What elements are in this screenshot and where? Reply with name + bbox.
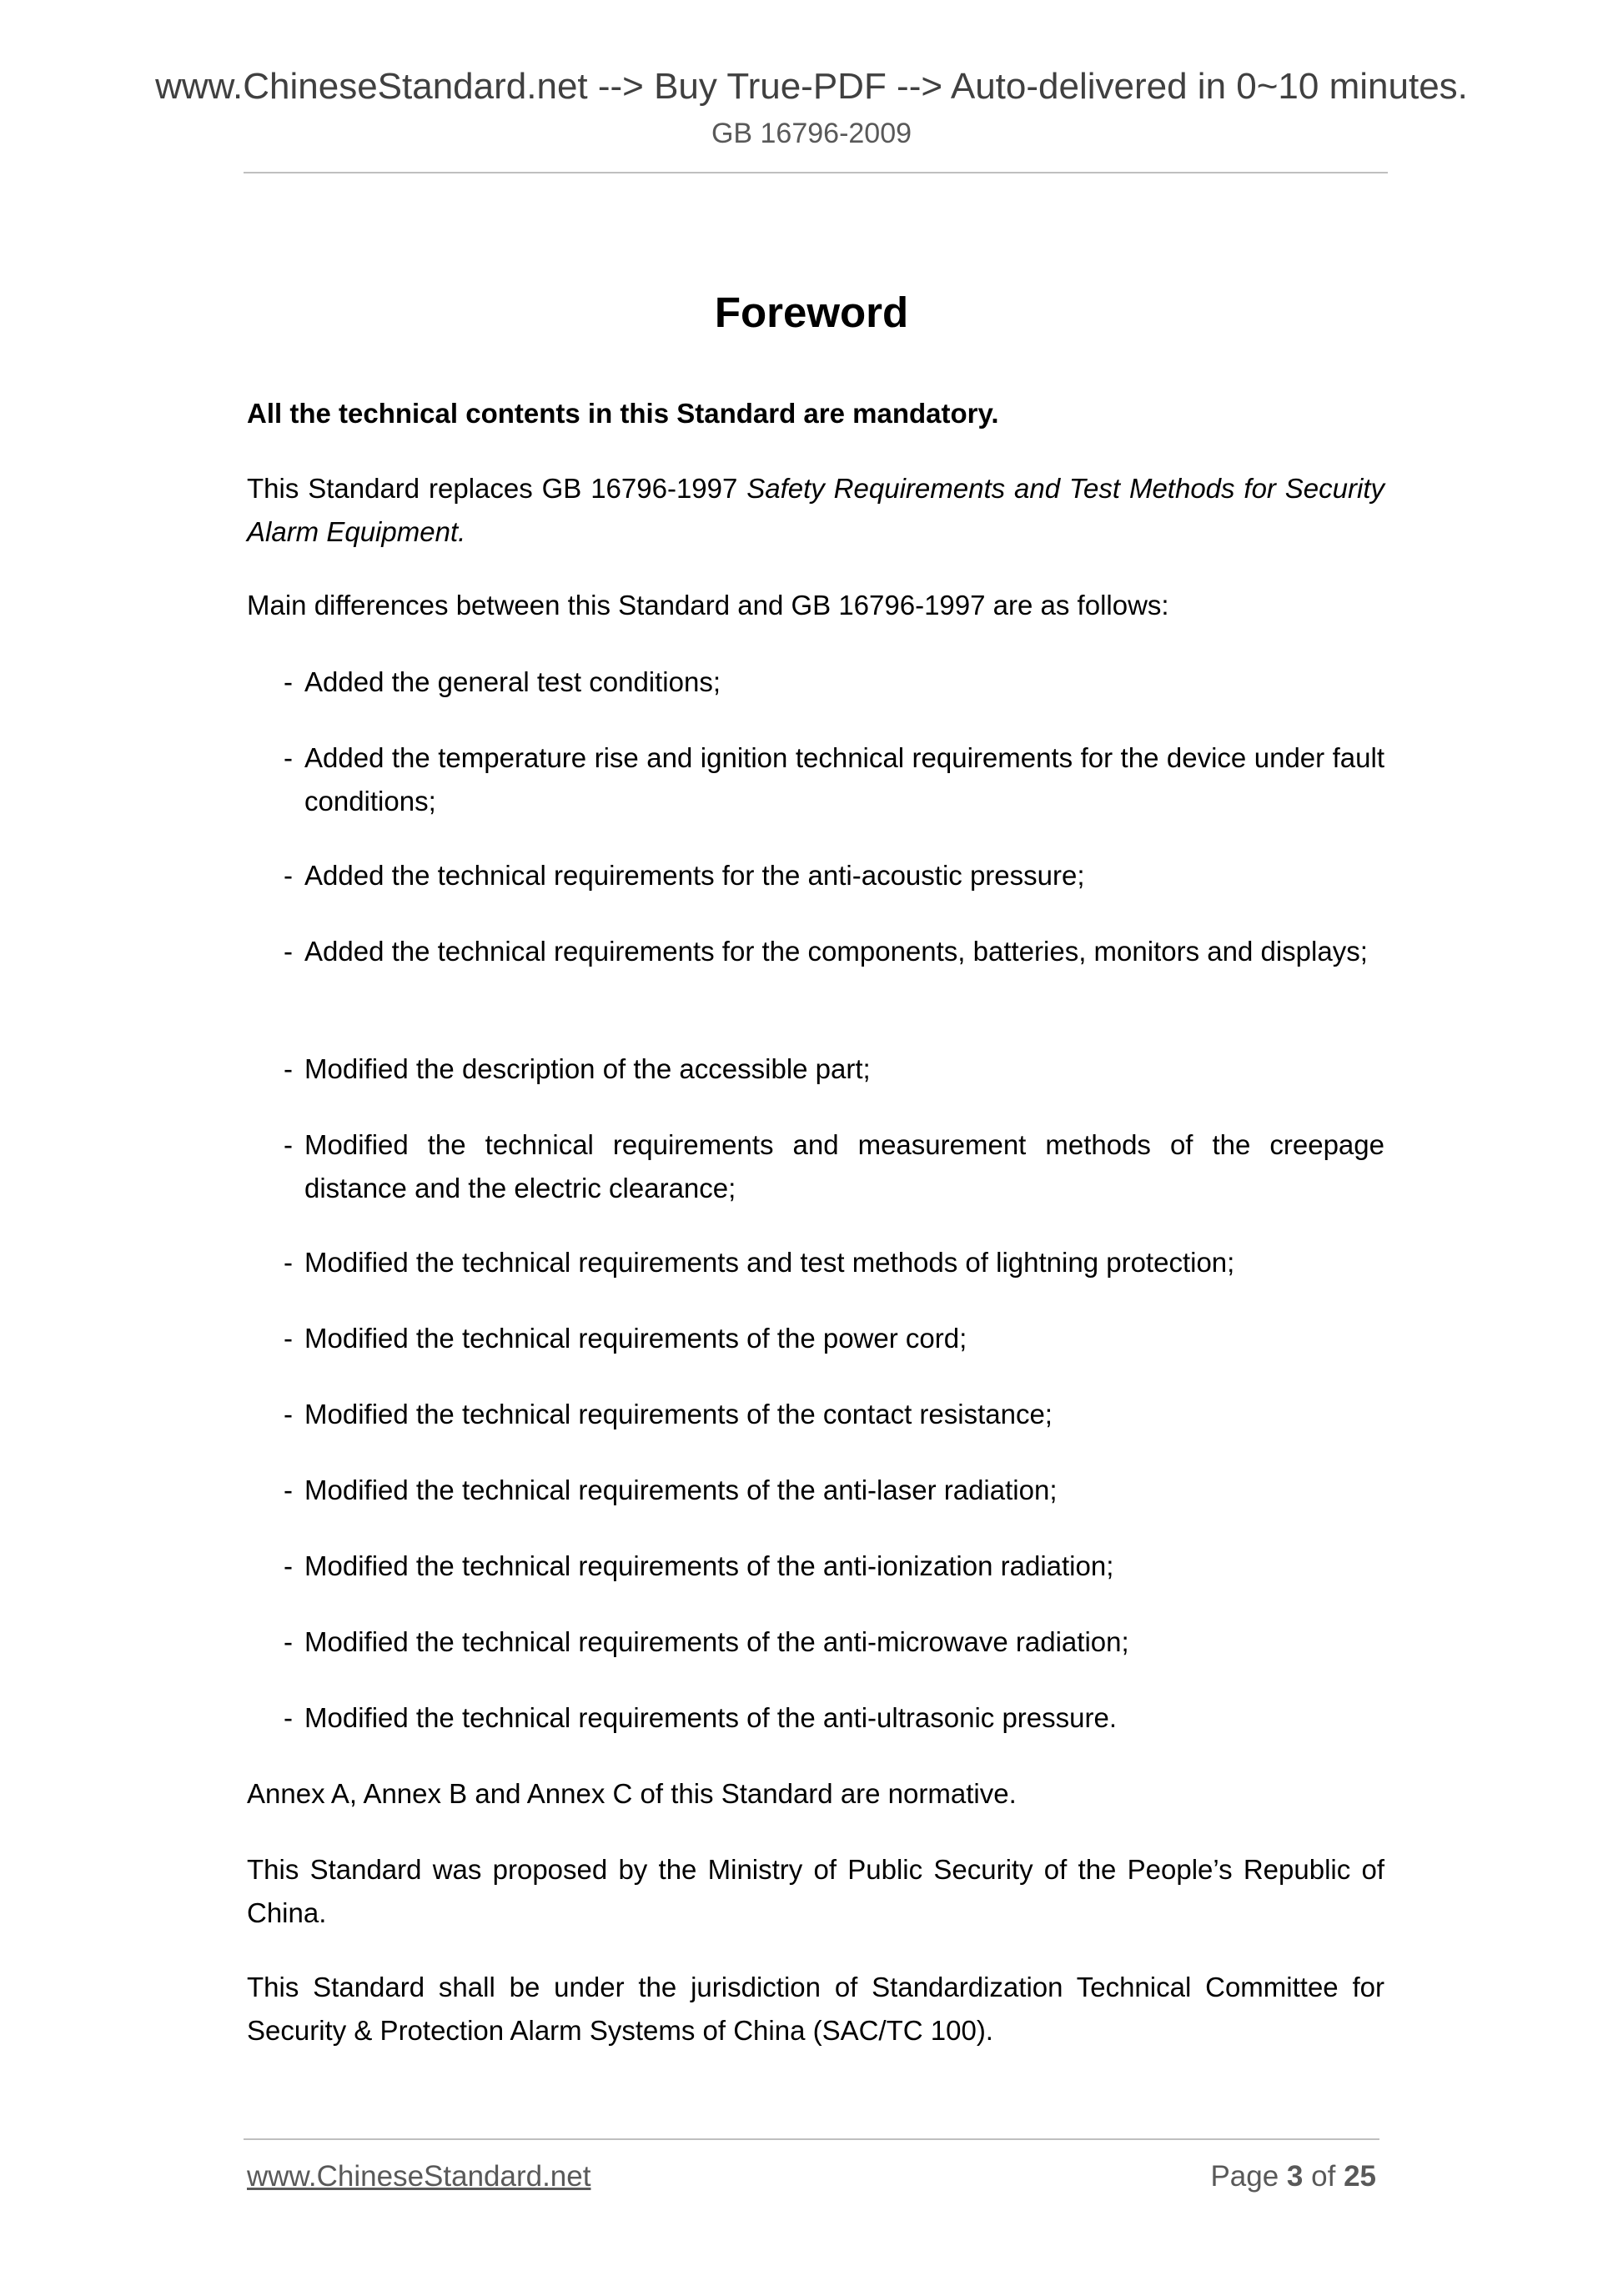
list-dash: -: [284, 1702, 293, 1733]
list-item: - Modified the technical requirements of the anti-ionization radiation;: [284, 1545, 1384, 1588]
replaced-standard-title: Safety Requirements and Test Methods for Security Alarm Equipment.: [247, 473, 1384, 547]
mandatory-note: All the technical contents in this Standard are mandatory.: [247, 398, 999, 429]
list-dash: -: [284, 1550, 293, 1581]
list-item: - Modified the technical requirements and test methods of lightning protection;: [284, 1241, 1384, 1284]
page-total: 25: [1344, 2160, 1376, 2193]
list-item: - Added the technical requirements for the components, batteries, monitors and displays;: [284, 930, 1384, 973]
list-item: - Modified the technical requirements of the anti-laser radiation;: [284, 1469, 1384, 1512]
jurisdiction: This Standard shall be under the jurisdiction of Standardization Technical Committee for Security & Protection Alarm Systems of China (SAC/TC 100).: [247, 1972, 1384, 2046]
page-word: Page: [1210, 2160, 1279, 2193]
proposed-by: This Standard was proposed by the Ministry of Public Security of the People’s Republic of China.: [247, 1854, 1384, 1928]
page-of: of: [1311, 2160, 1336, 2193]
list-dash: -: [284, 1247, 293, 1278]
header-divider: [244, 172, 1388, 173]
list-item: - Modified the technical requirements of the anti-microwave radiation;: [284, 1620, 1384, 1664]
page-title: Foreword: [714, 289, 909, 336]
footer-site-link[interactable]: www.ChineseStandard.net: [247, 2160, 591, 2193]
page-indicator: [1210, 2159, 1376, 2194]
list-item: - Modified the description of the accessible part;: [284, 1048, 1384, 1091]
list-item: - Modified the technical requirements of the power cord;: [284, 1317, 1384, 1360]
footer-divider: [244, 2138, 1379, 2140]
replaces-paragraph: [247, 467, 1384, 554]
list-item: - Modified the technical requirements and measurement methods of the creepage distance and the electric clearance;: [284, 1123, 1384, 1210]
differences-intro: Main differences between this Standard and GB 16796-1997 are as follows:: [247, 590, 1169, 620]
list-item: - Added the temperature rise and ignition technical requirements for the device under fault conditions;: [284, 736, 1384, 823]
list-dash: -: [284, 860, 293, 891]
replaces-prefix: This Standard replaces GB 16796-1997: [247, 473, 747, 504]
list-dash: -: [284, 742, 293, 773]
standard-id: GB 16796-2009: [711, 118, 912, 149]
list-dash: -: [284, 1053, 293, 1084]
list-dash: -: [284, 1626, 293, 1657]
list-dash: -: [284, 1129, 293, 1160]
header-banner: www.ChineseStandard.net --> Buy True-PDF --> Auto-delivered in 0~10 minutes.: [155, 66, 1468, 107]
list-item: - Modified the technical requirements of the contact resistance;: [284, 1393, 1384, 1436]
list-dash: -: [284, 666, 293, 697]
list-dash: -: [284, 1399, 293, 1429]
page-current: 3: [1286, 2160, 1304, 2193]
list-item: - Added the technical requirements for the anti-acoustic pressure;: [284, 854, 1384, 897]
list-dash: -: [284, 936, 293, 967]
annex-note: Annex A, Annex B and Annex C of this Standard are normative.: [247, 1778, 1017, 1809]
list-item: - Added the general test conditions;: [284, 661, 1384, 704]
list-dash: -: [284, 1323, 293, 1354]
list-item: - Modified the technical requirements of the anti-ultrasonic pressure.: [284, 1696, 1384, 1740]
list-dash: -: [284, 1475, 293, 1505]
